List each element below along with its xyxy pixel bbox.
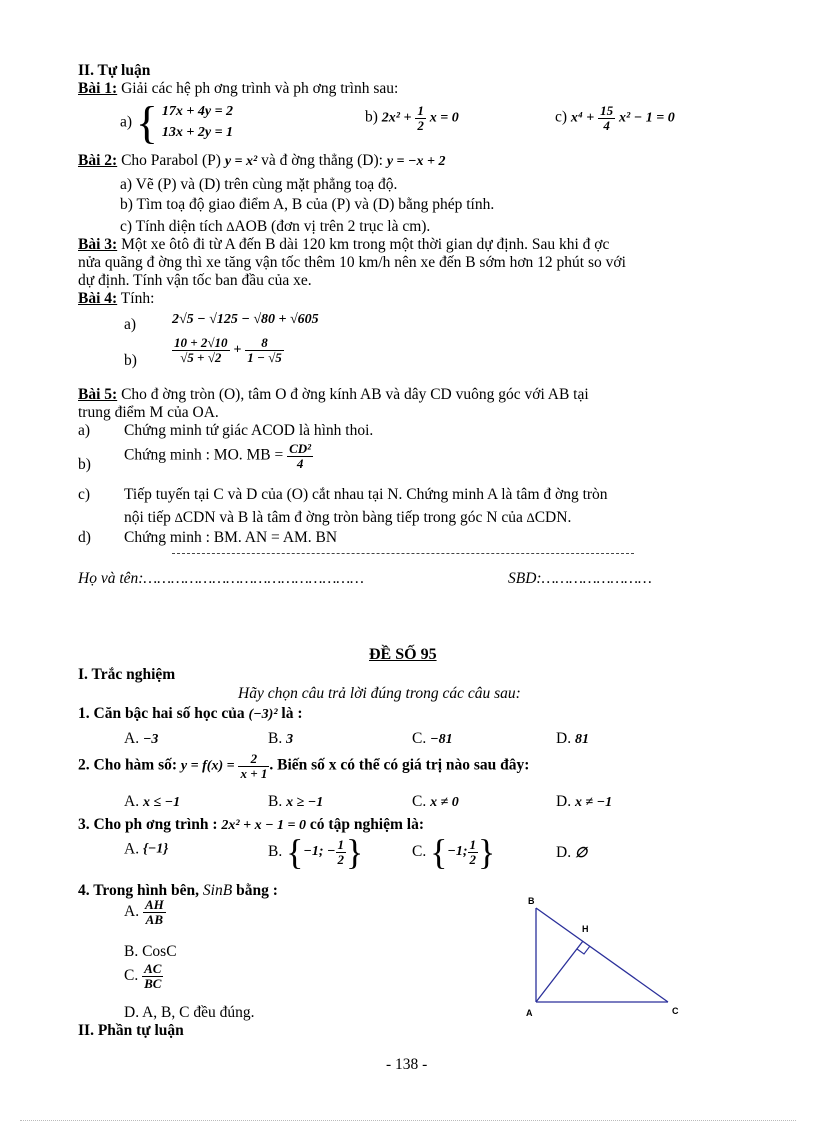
q4-option-d[interactable]: [124, 1004, 254, 1022]
frac-den: 1 − √5: [247, 349, 282, 365]
option-value: −81: [430, 732, 453, 747]
bai5-b-fraction: [287, 442, 313, 470]
frac-num: 10 + 2√10: [174, 335, 228, 350]
q4-a-fraction: [143, 898, 166, 926]
frac-den: 2: [469, 851, 477, 867]
option-value: −3: [142, 732, 159, 747]
frac-den: 2: [417, 117, 424, 133]
separator-line: [172, 553, 634, 554]
instruction: Hãy chọn câu trả lời đúng trong các câu sau:: [238, 685, 521, 702]
q2-fx: y = f(x) =: [180, 758, 235, 774]
bai2-c: [120, 218, 430, 236]
bai2-label: Bài 2:: [78, 152, 118, 169]
system-eq2: 13x + 2y = 1: [161, 124, 234, 140]
page-bottom-border: [20, 1120, 796, 1121]
set-brace-open: {: [286, 832, 304, 872]
bai1-b-fraction: [415, 104, 426, 132]
plus-sign: +: [233, 342, 242, 358]
q1-post: là :: [281, 705, 303, 722]
frac-den: x + 1: [240, 765, 268, 781]
altitude-ah: [536, 941, 583, 1002]
frac-num: AC: [144, 961, 162, 976]
bai1-a: [120, 96, 233, 149]
bai5-b-line: [124, 442, 313, 470]
q1-stem: [78, 705, 303, 723]
bai3-text1: Một xe ôtô đi từ A đến B dài 120 km trong một thời gian dự định. Sau khi đ ợc: [121, 236, 610, 253]
option-label: D.: [124, 1004, 140, 1021]
page-number: - 138 -: [386, 1056, 428, 1073]
q3-option-d[interactable]: [556, 844, 587, 862]
option-value: A, B, C đều đúng.: [142, 1004, 255, 1021]
triangle-icon: ∆: [226, 219, 235, 234]
q4-option-a[interactable]: [124, 898, 166, 926]
option-label: B.: [268, 730, 283, 747]
option-label: C.: [124, 967, 139, 985]
bai2-b: b) Tìm toạ độ giao điểm A, B của (P) và (D) bằng phép tính.: [120, 196, 495, 213]
option-label: A.: [124, 903, 140, 921]
option-label: C.: [412, 793, 427, 810]
bai5-c-label: c): [78, 486, 91, 503]
option-value: x ≥ −1: [286, 795, 324, 810]
bai1-b-pre: 2x² +: [381, 110, 412, 126]
q3-option-a[interactable]: [124, 840, 168, 858]
bai2-eqD: y = −x + 2: [386, 154, 446, 169]
system-equations: [162, 102, 233, 143]
q2-option-b[interactable]: [268, 793, 323, 811]
bai1-b-post: x = 0: [429, 110, 459, 126]
bai3-line2: nửa quãng đ ờng thì xe tăng vận tốc thêm 10 km/h nên xe đến B sớm hơn 12 phút so với: [78, 254, 626, 271]
frac-num: AH: [144, 897, 164, 912]
bai5-b-text: Chứng minh : MO. MB =: [124, 446, 284, 464]
bai4-label: Bài 4:: [78, 290, 118, 307]
q3-option-c[interactable]: [412, 834, 495, 870]
bai2-text2: và đ ờng thẳng (D):: [261, 152, 383, 169]
q1-expr: (−3)²: [248, 707, 278, 722]
q3-expr: 2x² + x − 1 = 0: [221, 818, 307, 833]
frac-den: 2: [337, 851, 345, 867]
q3-stem: [78, 816, 424, 834]
bai1-c: [555, 104, 675, 132]
q4-option-c[interactable]: [124, 962, 163, 990]
part1-heading: I. Trắc nghiệm: [78, 666, 176, 683]
bai5-line2: trung điểm M của OA.: [78, 404, 219, 421]
option-value: x ≤ −1: [142, 795, 181, 810]
bai5-c-line2: [124, 509, 571, 527]
vertex-label-a: A: [526, 1008, 533, 1018]
bai1-b: [365, 104, 459, 132]
option-label: A.: [124, 840, 140, 858]
option-value: −1: [147, 841, 164, 857]
bai4-b-fraction1: [172, 336, 230, 364]
q1-option-d[interactable]: [556, 730, 589, 748]
bai5-c-line1: Tiếp tuyến tại C và D của (O) cắt nhau tại N. Chứng minh A là tâm đ ờng tròn: [124, 486, 608, 503]
triangle-icon: ∆: [526, 510, 535, 525]
option-label: C.: [412, 843, 427, 860]
q3-post: có tập nghiệm là:: [309, 816, 424, 833]
q2-option-d[interactable]: [556, 793, 612, 811]
option-label: B.: [124, 943, 139, 960]
frac-den: AB: [145, 911, 164, 927]
frac-num: 2: [238, 752, 269, 767]
q4-sinb: SinB: [202, 882, 233, 899]
frac-den: √5 + √2: [180, 349, 222, 365]
q1-pre: 1. Căn bậc hai số học của: [78, 705, 245, 722]
student-name-field: Họ và tên:…………………………………………: [78, 570, 364, 587]
bai5-b-label: b): [78, 456, 91, 473]
q2-pre: 2. Cho hàm số:: [78, 756, 178, 774]
frac-num: 1: [469, 836, 477, 852]
q4-option-b[interactable]: [124, 943, 177, 961]
exam-title: ĐỀ SỐ 95: [369, 646, 437, 663]
bai1-text: Giải các hệ ph ơng trình và ph ơng trình sau:: [121, 80, 399, 97]
system-brace: {: [135, 97, 159, 148]
bai1-c-post: x² − 1 = 0: [619, 110, 675, 126]
bai5-line1: [78, 386, 589, 404]
bai2-a: a) Vẽ (P) và (D) trên cùng mặt phẳng toạ độ.: [120, 176, 398, 193]
q1-option-a[interactable]: [124, 730, 158, 748]
set-brace-close: }: [346, 832, 364, 872]
bai2-eqP: y = x²: [224, 154, 258, 169]
set-brace-open: {: [430, 832, 448, 872]
option-label: B.: [268, 843, 283, 860]
q4-stem: [78, 882, 278, 900]
system-eq1: 17x + 4y = 2: [161, 104, 234, 120]
bai2-c-pre: c) Tính diện tích: [120, 218, 223, 235]
q2-fraction: [238, 752, 269, 780]
triangle-icon: ∆: [174, 510, 183, 525]
bai3-line3: dự định. Tính vận tốc ban đầu của xe.: [78, 272, 312, 289]
option-value: CosC: [142, 943, 177, 960]
triangle-figure: [520, 890, 690, 1020]
vertex-label-b: B: [528, 896, 535, 906]
empty-set-icon: ∅: [574, 846, 588, 861]
bai3-label: Bài 3:: [78, 236, 118, 253]
q3-option-b[interactable]: [268, 834, 363, 870]
bai4-b-fraction2: [245, 336, 284, 364]
q3-pre: 3. Cho ph ơng trình :: [78, 816, 218, 833]
q2-stem: [78, 752, 529, 780]
set-brace-close: }: [478, 832, 496, 872]
bai4-text: Tính:: [120, 290, 155, 307]
bai5-text1: Cho đ ờng tròn (O), tâm O đ ờng kính AB và dây CD vuông góc với AB tại: [121, 386, 589, 403]
vertex-label-h: H: [582, 924, 589, 934]
option-label: D.: [556, 730, 572, 747]
q3-c-fraction: [468, 838, 479, 866]
bai1-c-fraction: [598, 104, 615, 132]
q4-c-fraction: [142, 962, 163, 990]
bai2-c-post: AOB (đơn vị trên 2 trục là cm).: [234, 218, 431, 235]
bai4-a-expr: 2√5 − √125 − √80 + √605: [172, 312, 319, 327]
q4-pre: 4. Trong hình bên,: [78, 882, 200, 899]
bai2-text1: Cho Parabol (P): [121, 152, 221, 169]
vertex-label-c: C: [672, 1006, 679, 1016]
option-value-pre: −1; −: [303, 844, 336, 859]
bai5-d-label: d): [78, 529, 91, 546]
q1-option-b[interactable]: [268, 730, 293, 748]
bai2-line: [78, 152, 445, 170]
bai4-a-label: a): [124, 316, 137, 333]
q2-option-c[interactable]: [412, 793, 459, 811]
bai5-d-text: Chứng minh : BM. AN = AM. BN: [124, 529, 338, 546]
q2-option-a[interactable]: [124, 793, 180, 811]
bai5-a-text: Chứng minh tứ giác ACOD là hình thoi.: [124, 422, 374, 439]
frac-den: 4: [296, 455, 304, 471]
frac-den: BC: [144, 975, 162, 991]
frac-num: 1: [417, 103, 424, 118]
frac-num: 8: [245, 336, 284, 351]
option-label: B.: [268, 793, 283, 810]
frac-num: 15: [600, 103, 614, 118]
bai5-label: Bài 5:: [78, 386, 118, 403]
frac-den: 4: [603, 117, 610, 133]
option-value: 3: [286, 732, 294, 747]
bai5-c-pre: nội tiếp: [124, 509, 171, 526]
set-brace-close: }: [163, 841, 169, 857]
part2-heading: II. Phần tự luận: [78, 1022, 184, 1039]
bai1-a-label: a): [120, 113, 133, 131]
bai1-c-label: c): [555, 108, 568, 126]
bai5-c-mid: CDN và B là tâm đ ờng tròn bàng tiếp trong góc N của: [182, 509, 523, 526]
bai4-line: [78, 290, 154, 308]
bai5-a-label: a): [78, 422, 91, 439]
q4-post: bằng :: [236, 882, 278, 899]
option-label: D.: [556, 844, 572, 861]
option-label: A.: [124, 730, 140, 747]
option-label: C.: [412, 730, 427, 747]
bai4-b-expr: [172, 336, 284, 364]
bai5-c-post: CDN.: [534, 509, 572, 526]
q2-post: . Biến số x có thể có giá trị nào sau đây:: [269, 756, 530, 774]
frac-num: 1: [337, 836, 345, 852]
q3-b-fraction: [336, 838, 347, 866]
bai3-line1: [78, 236, 609, 254]
sbd-field: SBD:……………………: [508, 570, 652, 587]
bai1-c-pre: x⁴ +: [570, 110, 595, 126]
section-heading-tu-luan: II. Tự luận: [78, 62, 151, 79]
bai4-b-label: b): [124, 352, 137, 369]
option-value-pre: −1;: [447, 844, 468, 859]
frac-num: CD²: [289, 441, 312, 456]
side-bc: [536, 908, 668, 1002]
option-label: D.: [556, 793, 572, 810]
option-value: x ≠ 0: [430, 795, 459, 810]
bai1-label: Bài 1:: [78, 80, 118, 97]
set-brace-open: {: [142, 841, 148, 857]
bai1-b-label: b): [365, 108, 378, 126]
q1-option-c[interactable]: [412, 730, 453, 748]
option-label: A.: [124, 793, 140, 810]
option-value: 81: [574, 732, 589, 747]
option-value: x ≠ −1: [574, 795, 613, 810]
